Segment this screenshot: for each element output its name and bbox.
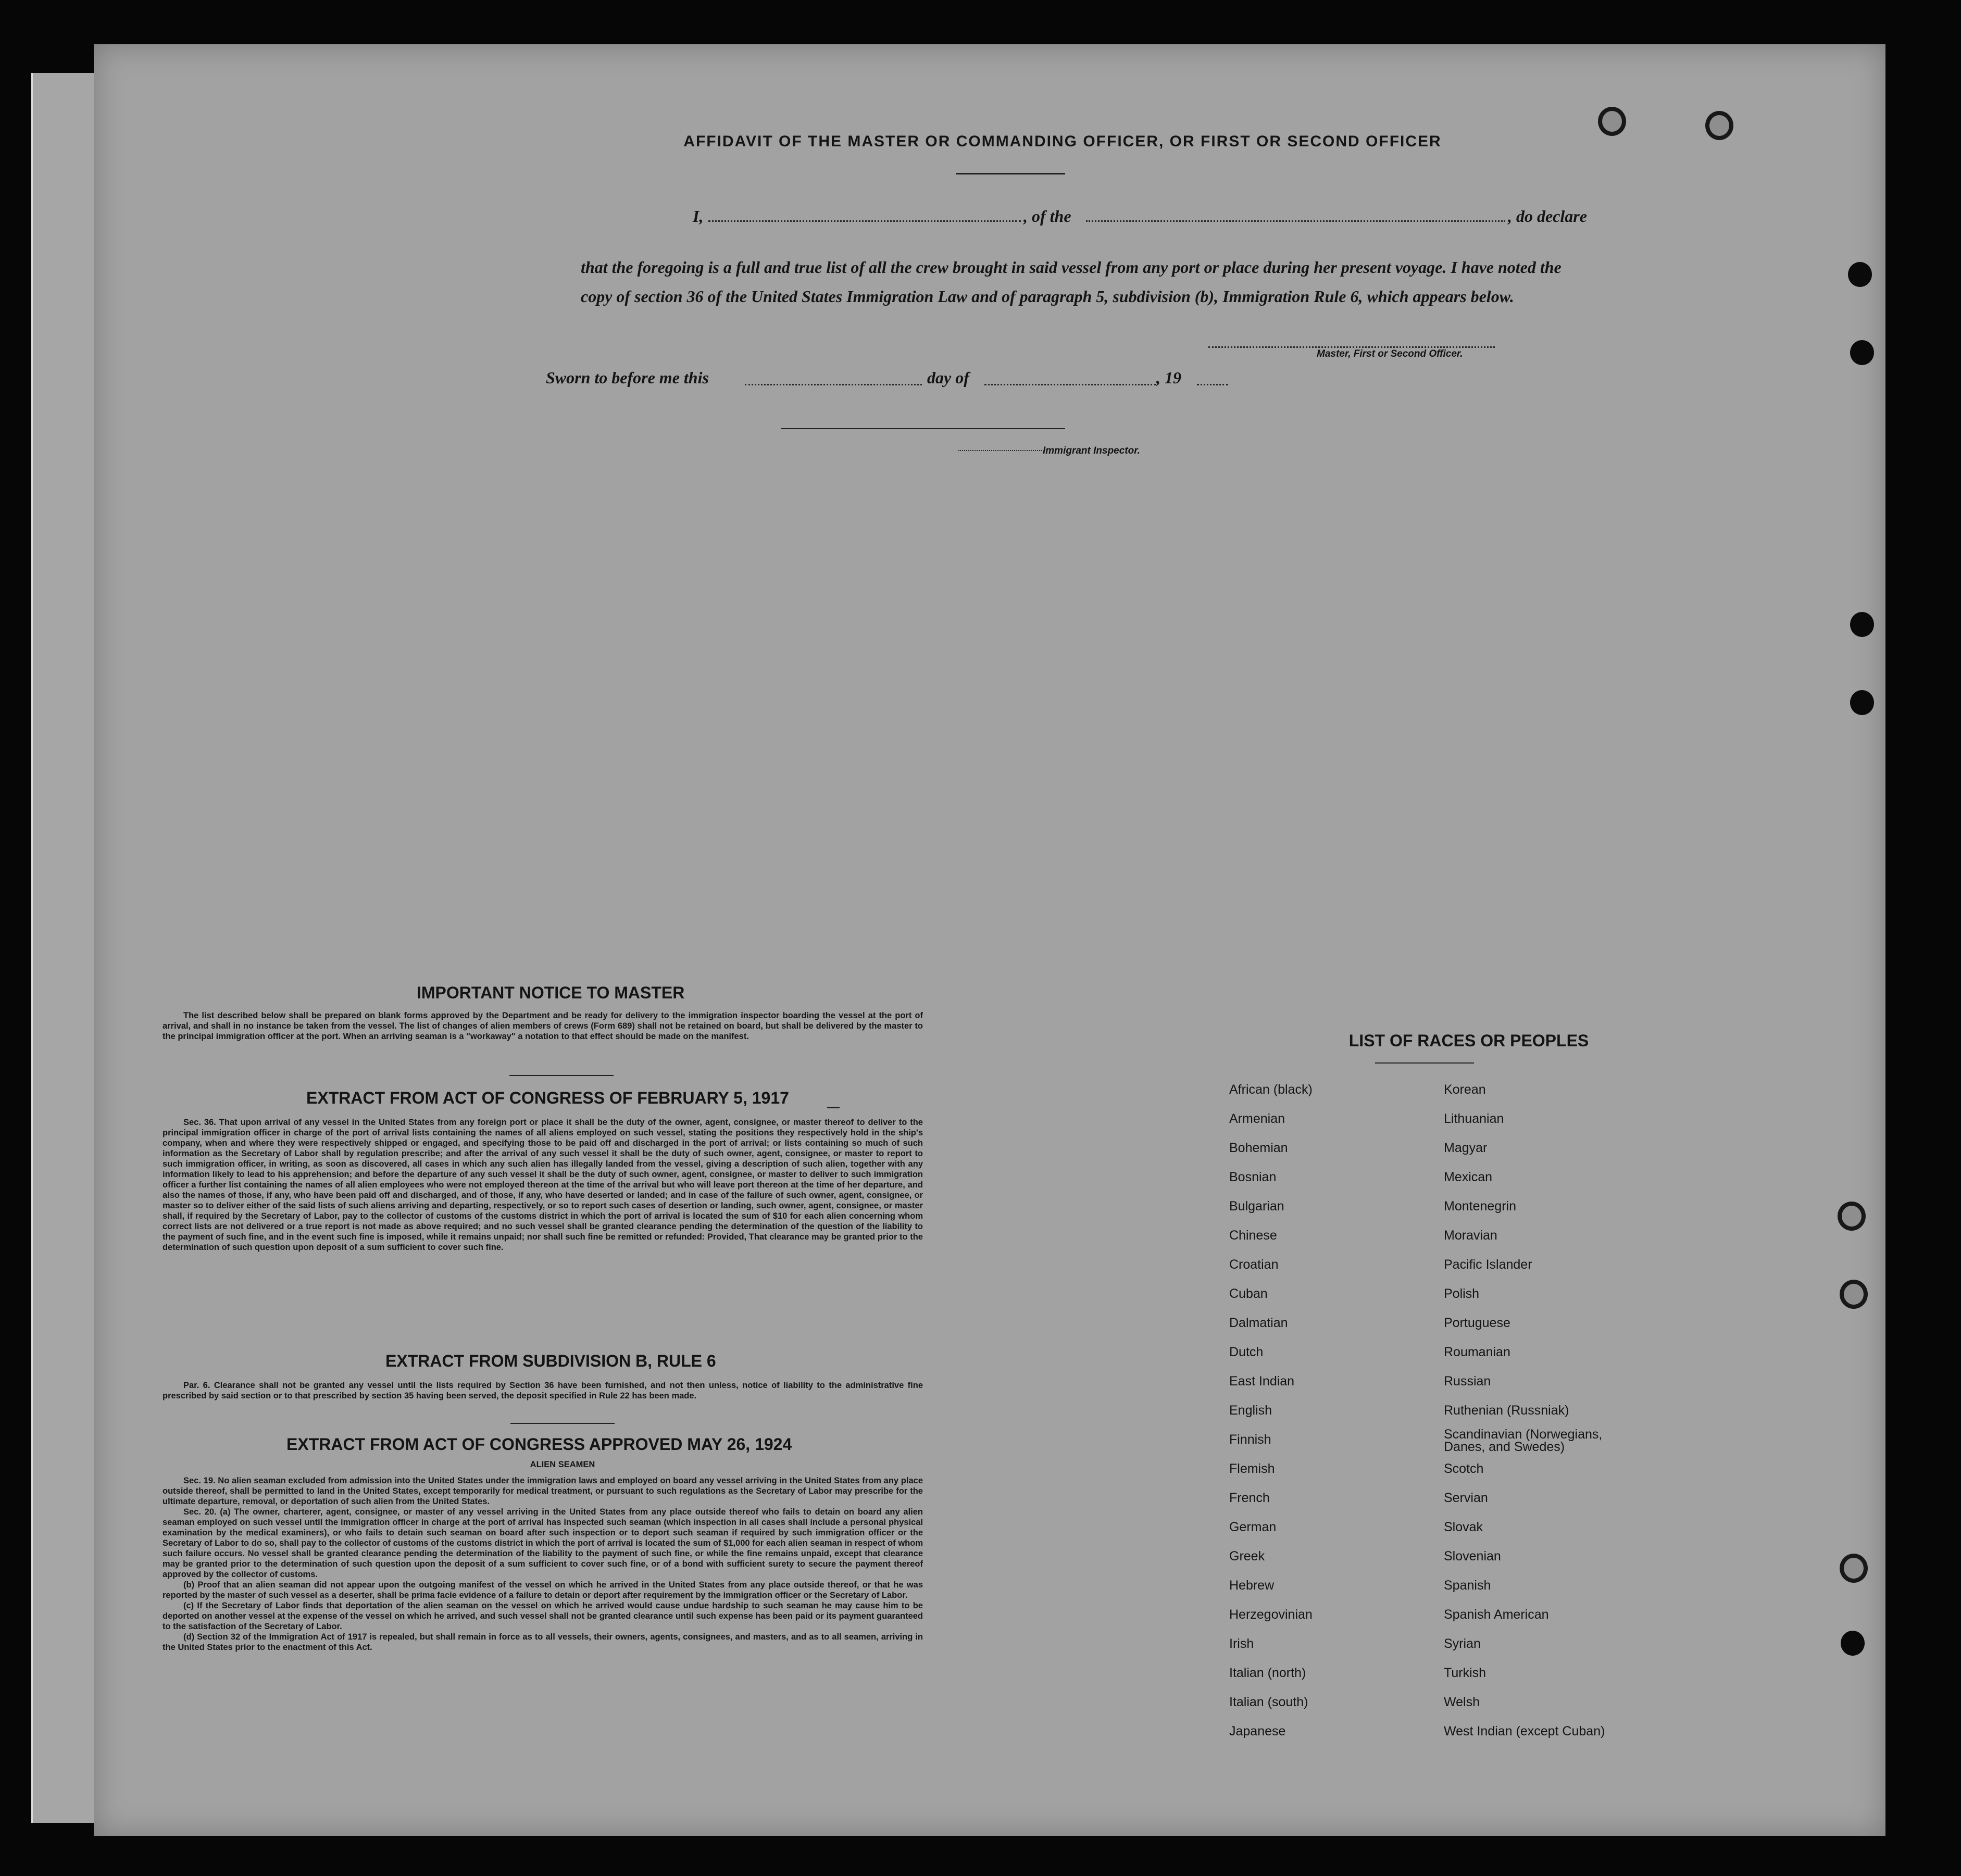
manifest-page [94, 44, 1885, 1836]
race-item: Russian [1444, 1374, 1491, 1389]
race-item: East Indian [1229, 1374, 1295, 1389]
inspector-signature-field[interactable] [958, 443, 1042, 451]
race-item: Welsh [1444, 1695, 1480, 1709]
sec-20c-paragraph: (c) If the Secretary of Labor finds that deportation of the alien seaman on the vessel on which he arrived would cause undue hardship to such seaman he may cause him to be deported on another vessel at the expense of the vessel on which he arrived, and such vessel shall not be granted clearance until such expense has been paid or its payment guaranteed to the satisfaction of the Secretary of Labor. [163, 1601, 923, 1631]
rule-6-body [163, 1380, 923, 1401]
race-item: Cuban [1229, 1286, 1268, 1301]
race-item: Mexican [1444, 1170, 1493, 1184]
race-item: Japanese [1229, 1724, 1286, 1739]
act-1917-title: EXTRACT FROM ACT OF CONGRESS OF FEBRUARY 5, 1917 [306, 1089, 789, 1107]
race-item: Scandinavian (Norwegians, Danes, and Swedes) [1444, 1427, 1603, 1454]
race-item: Finnish [1229, 1432, 1271, 1447]
race-item: Herzegovinian [1229, 1607, 1313, 1622]
master-signature-caption: Master, First or Second Officer. [1317, 348, 1463, 359]
race-item: Hebrew [1229, 1578, 1275, 1593]
notice-body [163, 1010, 923, 1042]
sworn-label: Sworn to before me this [546, 368, 709, 387]
vessel-name-field[interactable] [1086, 207, 1505, 222]
affidavit-body: that the foregoing is a full and true list of all the crew brought in said vessel from any port or place during her present voyage. I have noted the copy of section 36 of the United States Immigration Law and of paragraph 5, subdivision (b), Immigration Rule 6, which appears below. [581, 258, 1562, 306]
master-signature-field[interactable] [1208, 336, 1495, 348]
race-item: Scotch [1444, 1461, 1484, 1476]
race-item: Greek [1229, 1549, 1265, 1564]
race-item: Bulgarian [1229, 1199, 1284, 1214]
inspector-caption: Immigrant Inspector. [1043, 445, 1140, 456]
race-item: Flemish [1229, 1461, 1275, 1476]
race-item: Bosnian [1229, 1170, 1277, 1184]
sec-20a-paragraph: Sec. 20. (a) The owner, charterer, agent, consignee, or master of any vessel arriving in the United States from any place outside thereof who fails to detain on board any alien seaman employed on such vessel until the immigration officer in charge at the port of arrival has inspected such seaman (which inspection in all cases shall include a personal physical examination by the medical examiners), or who fails to detain such seaman on board after such inspection or to deport such seaman if required by such immigration officer or the Secretary of Labor to do so, shall pay to the collector of customs of the customs district in which the port of arrival is located the sum of $1,000 for each alien seaman in respect of whom such failure occurs. No vessel shall be granted clearance pending the determination of the liability to the payment of such fine, or while the fine remains unpaid, except that clearance may be granted prior to the determination of such question upon the deposit of a sum sufficient to cover such fine, or of a bond with sufficient surety to secure the payment thereof approved by the collector of customs. [163, 1507, 923, 1579]
punch-hole [1838, 1202, 1866, 1231]
race-item: African (black) [1229, 1082, 1313, 1097]
notice-title: IMPORTANT NOTICE TO MASTER [417, 983, 685, 1002]
affidavit-declare-label: , do declare [1508, 207, 1587, 226]
race-item: Armenian [1229, 1111, 1285, 1126]
sec-20b-paragraph: (b) Proof that an alien seaman did not appear upon the outgoing manifest of the vessel on which he arrived in the United States from any place outside thereof, or that he was reported by the master of such vessel as a deserter, shall be prima facie evidence of a failure to detain or deport after requirement by the immigration officer or the Secretary of Labor. [163, 1580, 923, 1600]
sec-20d-paragraph: (d) Section 32 of the Immigration Act of 1917 is repealed, but shall remain in force as to all vessels, their owners, agents, consignees, and masters, and as to all seamen, arriving in the United States prior to the enactment of this Act. [163, 1632, 923, 1652]
race-item: Montenegrin [1444, 1199, 1516, 1214]
races-title: LIST OF RACES OR PEOPLES [1348, 1031, 1589, 1050]
race-item: Spanish [1444, 1578, 1491, 1593]
act-1924-title: EXTRACT FROM ACT OF CONGRESS APPROVED MAY 26, 1924 [286, 1435, 792, 1454]
act-1924-body [163, 1475, 923, 1653]
sworn-year-label: , 19 [1156, 368, 1181, 387]
sec-36-paragraph: Sec. 36. That upon arrival of any vessel in the United States from any foreign port or place it shall be the duty of the owner, agent, consignee, or master thereof to deliver to the principal immigration officer in charge of the port of arrival lists containing the names of all aliens employed on such vessel, stating the positions they respectively hold in the ship's company, when and where they were respectively shipped or engaged, and specifying those to be paid off and discharged in the port of arrival; or lists containing so much of such information as the Secretary of Labor shall by regulation prescribe; and after the arrival of any such vessel it shall be the duty of such owner, agent, consignee, or master to report to such immigration officer, in writing, as soon as discovered, all cases in which any such alien has illegally landed from the vessel, giving a description of such alien, together with any information likely to lead to his apprehension; and before the departure of any such vessel it shall be the duty of such owner, agent, consignee, or master to deliver to such immigration officer a further list containing the names of all alien employees who were not employed thereon at the time of the arrival but who will leave port thereon at the time of her departure, and also the names of those, if any, who have been paid off and discharged, and of those, if any, who have deserted or landed; and in case of the failure of such owner, agent, consignee, or master so to deliver either of the said lists of such aliens arriving and departing, respectively, or so to report such cases of desertion or landing, such owner, agent, consignee, or master shall, if required by the Secretary of Labor, pay to the collector of customs of the customs district in which the port of arrival is located the sum of $10 for each alien concerning whom correct lists are not delivered or a true report is not made as above required; and no such vessel shall be granted clearance pending the determination of the question of the liability to the payment of such fine, and in the event such fine is imposed, while it remains unpaid; nor shall such fine be remitted or refunded: Provided, That clearance may be granted prior to the determination of such question upon deposit of a sum sufficient to cover such fine. [163, 1118, 923, 1252]
race-item: French [1229, 1491, 1270, 1505]
punch-hole [1850, 690, 1874, 715]
rule-6-title: EXTRACT FROM SUBDIVISION B, RULE 6 [385, 1352, 716, 1370]
affidavit-i-label: I, [693, 207, 704, 226]
races-title-rule [1375, 1062, 1474, 1064]
race-item: English [1229, 1403, 1272, 1418]
race-item: Italian (south) [1229, 1695, 1308, 1709]
race-item: Croatian [1229, 1257, 1279, 1272]
race-item: Korean [1444, 1082, 1486, 1097]
title-rule [956, 173, 1065, 174]
race-item: Ruthenian (Russniak) [1444, 1403, 1569, 1418]
sworn-year-field[interactable] [1197, 370, 1228, 385]
officer-name-field[interactable] [708, 207, 1021, 222]
punch-hole [1850, 340, 1874, 365]
inspector-signature-line [781, 428, 1065, 429]
race-item: German [1229, 1520, 1277, 1534]
race-item: Roumanian [1444, 1345, 1510, 1359]
punch-hole [1848, 262, 1872, 287]
title-underscore [827, 1107, 840, 1108]
act-1917-body [163, 1117, 923, 1253]
sworn-month-field[interactable] [984, 370, 1156, 385]
sworn-day-field[interactable] [745, 370, 922, 385]
par-6-paragraph: Par. 6. Clearance shall not be granted any vessel until the lists required by Section 36 have been furnished, and not then unless, notice of liability to the administrative fine prescribed by said section or to that prescribed by section 35 having been served, the deposit specified in Rule 22 has been made. [163, 1381, 923, 1400]
race-item: Dalmatian [1229, 1316, 1288, 1330]
race-item: Slovak [1444, 1520, 1483, 1534]
punch-hole [1840, 1280, 1868, 1309]
section-divider [510, 1423, 615, 1424]
race-item: Slovenian [1444, 1549, 1501, 1564]
race-item: Bohemian [1229, 1141, 1288, 1155]
race-item: Italian (north) [1229, 1666, 1306, 1680]
affidavit-of-the-label: , of the [1023, 207, 1071, 226]
punch-hole [1598, 107, 1626, 136]
alien-seamen-subtitle: ALIEN SEAMEN [530, 1460, 595, 1469]
notice-paragraph: The list described below shall be prepared on blank forms approved by the Department and be ready for delivery to the immigration inspector boarding the vessel at the port of arrival, and shall in no instance be taken from the vessel. The list of changes of alien members of crews (Form 689) shall not be retained on board, but shall be delivered by the master to the principal immigration officer at the port. When an arriving seaman is a "workaway" a notation to that effect should be made on the manifest. [163, 1011, 923, 1041]
race-item: Portuguese [1444, 1316, 1510, 1330]
punch-hole [1840, 1554, 1868, 1583]
punch-hole [1841, 1631, 1865, 1656]
sec-19-paragraph: Sec. 19. No alien seaman excluded from admission into the United States under the immigration laws and employed on board any vessel arriving in the United States from any place outside thereof, shall be permitted to land in the United States, except temporarily for medical treatment, or pursuant to such regulations as the Secretary of Labor may prescribe for the ultimate departure, removal, or deportation of such alien from the United States. [163, 1476, 923, 1506]
sworn-day-of-label: day of [927, 368, 969, 387]
race-item: Dutch [1229, 1345, 1264, 1359]
race-item: Spanish American [1444, 1607, 1549, 1622]
section-divider [509, 1075, 614, 1076]
race-item: Irish [1229, 1636, 1254, 1651]
race-item: Pacific Islander [1444, 1257, 1532, 1272]
punch-hole [1705, 111, 1733, 140]
race-item: Lithuanian [1444, 1111, 1504, 1126]
race-item: Magyar [1444, 1141, 1488, 1155]
race-item: Syrian [1444, 1636, 1481, 1651]
punch-hole [1850, 612, 1874, 637]
race-item: Polish [1444, 1286, 1480, 1301]
race-item: Moravian [1444, 1228, 1497, 1243]
race-item: West Indian (except Cuban) [1444, 1724, 1605, 1739]
affidavit-title: AFFIDAVIT OF THE MASTER OR COMMANDING OFFICER, OR FIRST OR SECOND OFFICER [683, 133, 1442, 150]
race-item: Turkish [1444, 1666, 1487, 1680]
race-item: Chinese [1229, 1228, 1277, 1243]
race-item: Servian [1444, 1491, 1488, 1505]
